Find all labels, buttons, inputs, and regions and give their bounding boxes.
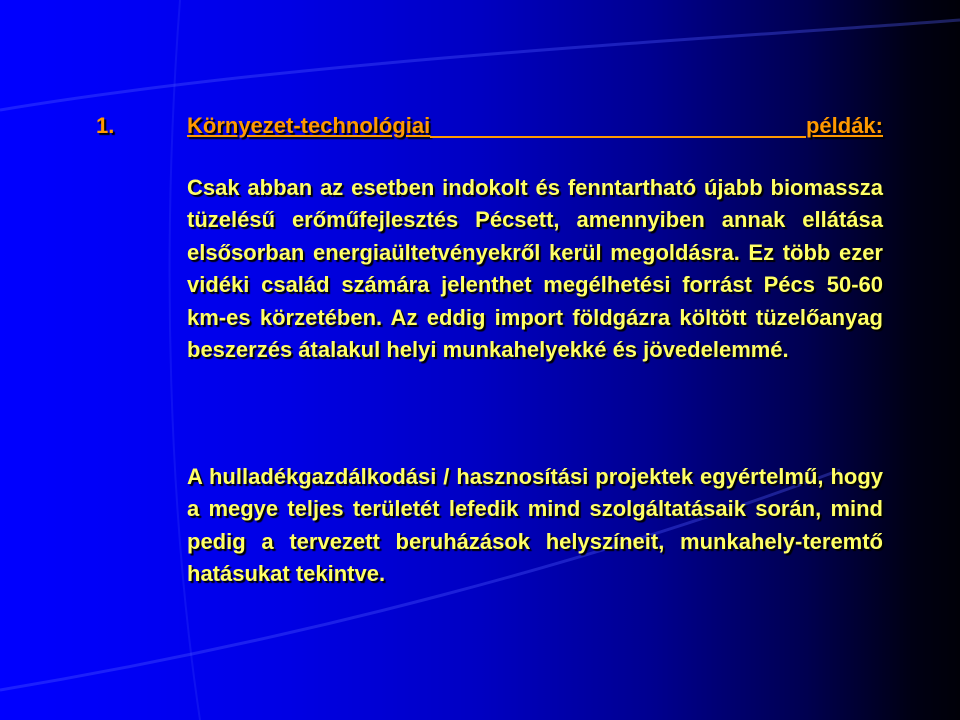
heading-underline-gap bbox=[430, 113, 806, 138]
body-paragraph-2: A hulladékgazdálkodási / hasznosítási projektek egyértelmű, hogy a megye teljes területét lefedik mind szolgáltatásaik során, mind pedig a tervezett beruházások helyszíneit, munkahely-teremtő hatásukat tekintve. bbox=[187, 464, 883, 587]
heading-title bbox=[187, 113, 883, 139]
heading-number: 1. bbox=[96, 113, 115, 138]
slide-heading bbox=[96, 113, 883, 145]
body-paragraph-1: Csak abban az esetben indokolt és fenntartható újabb biomassza tüzelésű erőműfejlesztés Pécsett, amennyiben annak ellátása elsősorban energiaültetvényekről kerül megoldásra. Ez több ezer vidéki család számára jelenthet megélhetési forrást Pécs 50-60 km-es körzetében. Az eddig import földgázra költött tüzelőanyag beszerzés átalakul helyi munkahelyekké és jövedelemmé. bbox=[187, 175, 883, 363]
heading-title-left: Környezet-technológiai bbox=[187, 113, 431, 138]
heading-title-right: példák: bbox=[805, 113, 883, 138]
